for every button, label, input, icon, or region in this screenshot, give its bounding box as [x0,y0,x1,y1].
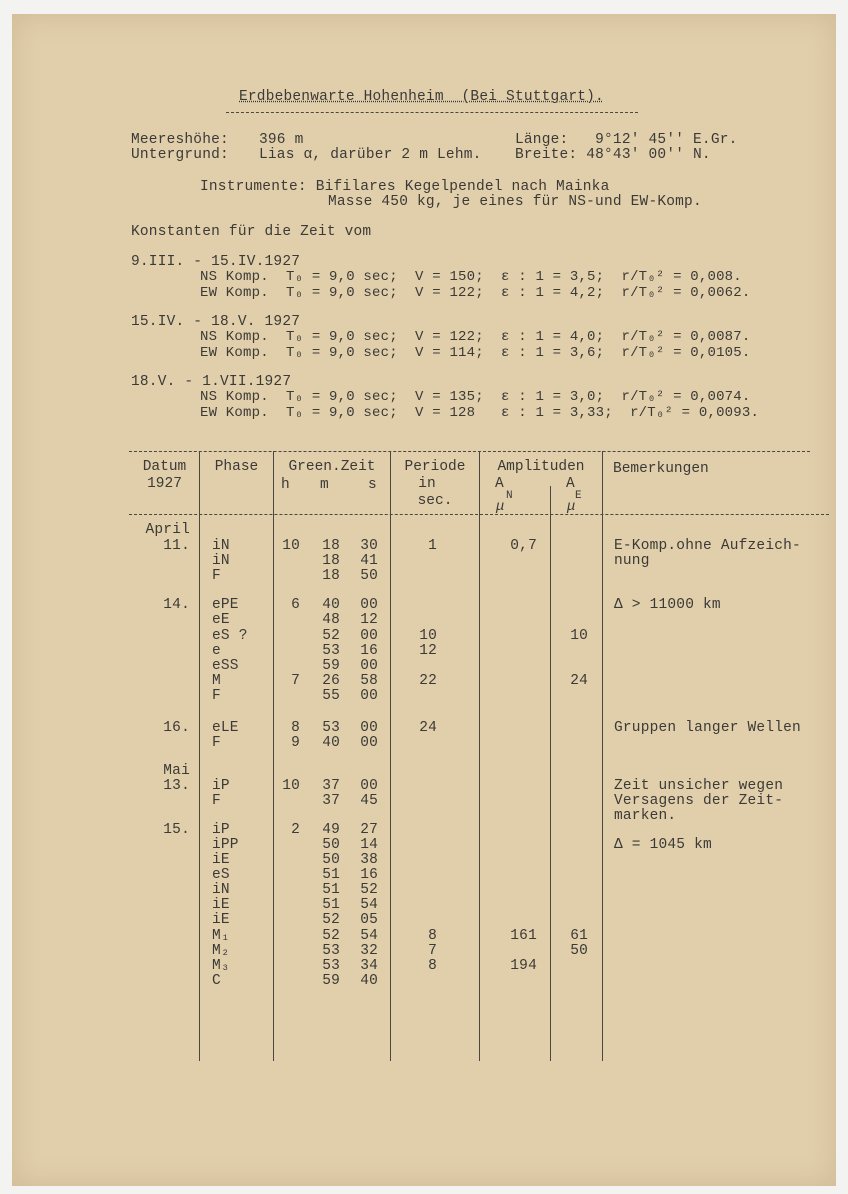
header-s: s [368,477,377,493]
cell-phase: ePE [212,597,239,613]
meereshoehe-value: 396 m [259,132,304,148]
cell-m: 40 [322,735,340,751]
cell-phase: iN [212,882,230,898]
cell-s: 00 [360,628,378,644]
header-an-mu: μ [496,499,505,515]
cell-m: 18 [322,538,340,554]
cell-m: 49 [322,822,340,838]
col-divider [550,486,551,1061]
cell-per: 1 [428,538,437,554]
cell-phase: iE [212,897,230,913]
cell-phase: F [212,793,221,809]
constants-ew-line: EW Komp. T₀ = 9,0 sec; V = 122; ε : 1 = 4,2; r/T₀² = 0,0062. [200,285,751,301]
header-ae-mu: μ [567,499,576,515]
cell-rem: Versagens der Zeit- [614,793,784,809]
header-datum-year: 1927 [147,476,182,492]
cell-phase: iP [212,778,230,794]
cell-phase: M₃ [212,958,230,974]
header-periode: Periode [404,459,466,475]
title-rule [226,112,638,113]
cell-m: 18 [322,553,340,569]
cell-rem: marken. [614,808,677,824]
cell-m: 53 [322,943,340,959]
untergrund-value: Lias α, darüber 2 m Lehm. [259,147,482,163]
cell-an: 0,7 [510,538,537,554]
cell-per: 10 [419,628,437,644]
table-top-rule [129,451,810,452]
cell-s: 52 [360,882,378,898]
cell-s: 16 [360,643,378,659]
cell-m: 26 [322,673,340,689]
cell-date: 15. [163,822,190,838]
cell-ae: 61 [570,928,588,944]
constants-ew-line: EW Komp. T₀ = 9,0 sec; V = 114; ε : 1 = 3,6; r/T₀² = 0,0105. [200,345,751,361]
cell-phase: M₁ [212,928,230,944]
header-m: m [320,477,329,493]
instrumente-line-2: Masse 450 kg, je eines für NS-und EW-Komp. [328,194,702,210]
cell-s: 12 [360,612,378,628]
cell-per: 7 [428,943,437,959]
cell-s: 50 [360,568,378,584]
konstanten-heading: Konstanten für die Zeit vom [131,224,372,240]
cell-s: 16 [360,867,378,883]
cell-s: 00 [360,658,378,674]
cell-phase: F [212,735,221,751]
meereshoehe-label: Meereshöhe: [131,132,229,148]
col-divider [602,451,603,1061]
instrumente-line-1: Instrumente: Bifilares Kegelpendel nach Mainka [200,179,610,195]
header-periode-in: in [418,476,436,492]
constants-ns-line: NS Komp. T₀ = 9,0 sec; V = 135; ε : 1 = 3,0; r/T₀² = 0,0074. [200,389,751,405]
cell-s: 58 [360,673,378,689]
cell-phase: eLE [212,720,239,736]
cell-s: 00 [360,688,378,704]
cell-an: 194 [510,958,537,974]
cell-s: 00 [360,735,378,751]
header-h: h [281,477,290,493]
cell-ae: 24 [570,673,588,689]
cell-rem: nung [614,553,650,569]
cell-m: 52 [322,912,340,928]
constants-ns-line: NS Komp. T₀ = 9,0 sec; V = 150; ε : 1 = 3,5; r/T₀² = 0,008. [200,269,742,285]
col-divider [199,451,200,1061]
cell-s: 30 [360,538,378,554]
cell-s: 41 [360,553,378,569]
col-divider [479,451,480,1061]
cell-s: 05 [360,912,378,928]
cell-per: 8 [428,928,437,944]
header-ae: A [566,476,575,492]
cell-m: 59 [322,658,340,674]
cell-h: 10 [282,778,300,794]
cell-phase: M [212,673,221,689]
cell-per: 12 [419,643,437,659]
cell-rem: Gruppen langer Wellen [614,720,801,736]
cell-m: 59 [322,973,340,989]
cell-phase: iE [212,912,230,928]
cell-m: 48 [322,612,340,628]
cell-phase: e [212,643,221,659]
cell-h: 6 [291,597,300,613]
cell-s: 27 [360,822,378,838]
cell-s: 00 [360,720,378,736]
cell-date: 11. [163,538,190,554]
header-an: A [495,476,504,492]
cell-phase: eS ? [212,628,248,644]
cell-m: 40 [322,597,340,613]
cell-phase: iE [212,852,230,868]
cell-an: 161 [510,928,537,944]
cell-s: 54 [360,897,378,913]
cell-s: 00 [360,778,378,794]
constants-period: 18.V. - 1.VII.1927 [131,374,292,390]
cell-s: 14 [360,837,378,853]
header-bemerkungen: Bemerkungen [613,461,709,477]
cell-m: 55 [322,688,340,704]
cell-m: 53 [322,720,340,736]
cell-date: 16. [163,720,190,736]
cell-per: 24 [419,720,437,736]
cell-phase: F [212,688,221,704]
cell-m: 51 [322,882,340,898]
cell-phase: eS [212,867,230,883]
cell-rem: Δ > 11000 km [614,597,721,613]
document-title: Erdbebenwarte Hohenheim (Bei Stuttgart). [239,89,604,105]
cell-m: 52 [322,928,340,944]
cell-ae: 50 [570,943,588,959]
cell-s: 34 [360,958,378,974]
cell-phase: iP [212,822,230,838]
constants-ns-line: NS Komp. T₀ = 9,0 sec; V = 122; ε : 1 = 4,0; r/T₀² = 0,0087. [200,329,751,345]
cell-m: 53 [322,958,340,974]
cell-rem: E-Komp.ohne Aufzeich- [614,538,801,554]
cell-phase: eSS [212,658,239,674]
cell-s: 54 [360,928,378,944]
header-periode-unit: sec. [417,493,453,509]
cell-h: 8 [291,720,300,736]
cell-phase: iN [212,553,230,569]
cell-h: 2 [291,822,300,838]
cell-m: 37 [322,793,340,809]
cell-s: 45 [360,793,378,809]
cell-date: April [145,522,190,538]
cell-m: 50 [322,852,340,868]
cell-rem: Zeit unsicher wegen [614,778,784,794]
header-phase: Phase [214,459,259,475]
cell-rem: Δ = 1045 km [614,837,712,853]
cell-phase: iPP [212,837,239,853]
cell-m: 53 [322,643,340,659]
laenge-text: Länge: 9°12' 45'' E.Gr. [515,132,738,148]
breite-text: Breite: 48°43' 00'' N. [515,147,711,163]
header-green-zeit: Green.Zeit [288,459,376,475]
constants-ew-line: EW Komp. T₀ = 9,0 sec; V = 128 ε : 1 = 3,33; r/T₀² = 0,0093. [200,405,760,421]
cell-phase: C [212,973,221,989]
cell-s: 38 [360,852,378,868]
cell-date: 13. [163,778,190,794]
cell-s: 32 [360,943,378,959]
cell-m: 52 [322,628,340,644]
cell-phase: eE [212,612,230,628]
cell-m: 51 [322,867,340,883]
untergrund-label: Untergrund: [131,147,229,163]
cell-phase: F [212,568,221,584]
cell-phase: M₂ [212,943,230,959]
cell-phase: iN [212,538,230,554]
header-ae-sub: E [575,490,582,502]
cell-m: 37 [322,778,340,794]
header-amplituden: Amplituden [497,459,585,475]
cell-m: 18 [322,568,340,584]
cell-m: 51 [322,897,340,913]
cell-m: 50 [322,837,340,853]
cell-h: 9 [291,735,300,751]
cell-date: 14. [163,597,190,613]
cell-h: 10 [282,538,300,554]
cell-s: 40 [360,973,378,989]
header-an-sub: N [506,490,513,502]
cell-h: 7 [291,673,300,689]
cell-s: 00 [360,597,378,613]
header-datum: Datum [142,459,187,475]
cell-date: Mai [163,763,190,779]
cell-ae: 10 [570,628,588,644]
cell-per: 8 [428,958,437,974]
constants-period: 15.IV. - 18.V. 1927 [131,314,301,330]
constants-period: 9.III. - 15.IV.1927 [131,254,301,270]
cell-per: 22 [419,673,437,689]
